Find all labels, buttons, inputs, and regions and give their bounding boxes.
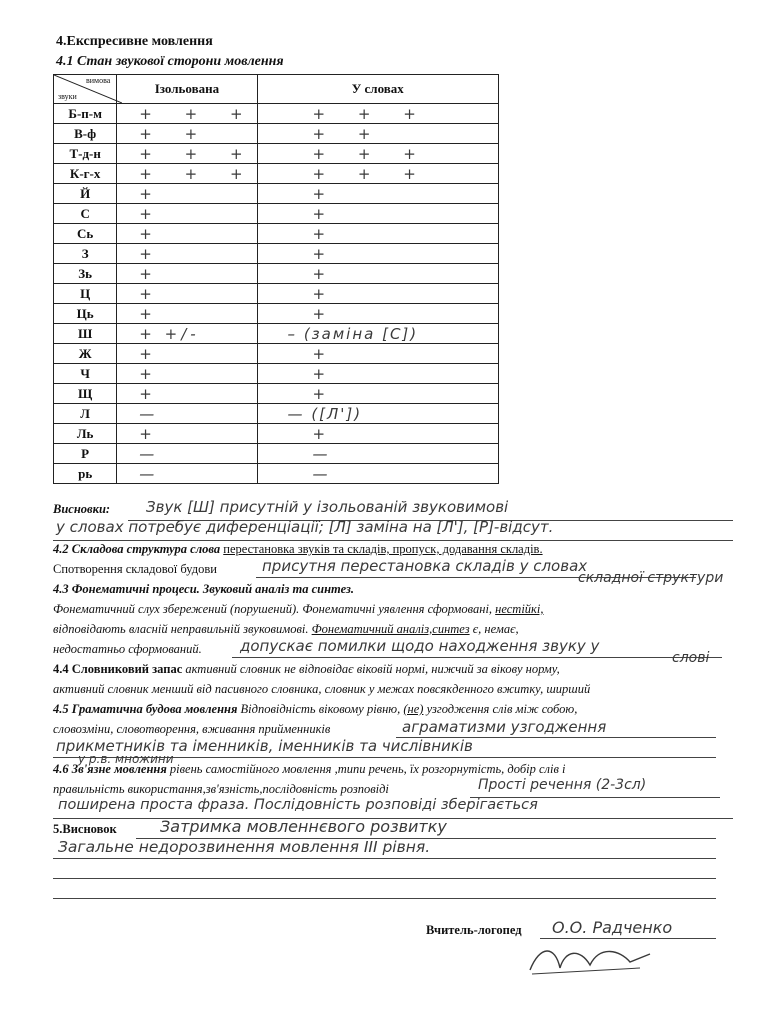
syllable-handwriting: присутня перестановка складів у словах [262,557,588,575]
sound-cell: З [54,244,117,264]
isolated-mark: + [139,204,166,223]
phonemic-line [232,657,722,658]
corner-label-top: вимова [85,76,111,85]
isolated-mark: + [139,224,166,243]
sound-cell: Ч [54,364,117,384]
words-cell [257,464,498,484]
phonemic-text-2: відповідають власній неправильній звуковимові. [53,622,312,636]
corner-label-bottom: звуки [58,92,77,101]
coherent-line-2: правильність використання,зв'язність,послідовність розповіді [53,782,389,796]
isolated-cell [117,324,257,344]
table-row [54,384,499,404]
grammar-title: 4.5 Граматична будова мовлення [53,702,238,716]
words-cell [257,384,498,404]
phonemic-handwriting: допускає помилки щодо находження звуку у [240,637,600,655]
phonemic-analysis: Фонематичний аналіз,синтез [311,622,470,636]
words-cell [257,164,498,184]
syllable-structure-line [53,542,543,557]
syllable-handwriting-2: складної структури [578,570,724,586]
grammar-text-1: Відповідність віковому рівню, [237,702,404,716]
words-cell [257,404,498,424]
isolated-cell [117,164,257,184]
words-mark: — ([Л']) [287,404,363,423]
syllable-distortion-label: Спотворення складової будови [53,562,217,576]
isolated-cell [117,204,257,224]
table-row [54,184,499,204]
isolated-cell [117,384,257,404]
final-conclusion-line-3 [53,878,716,879]
column-header-words: У словах [257,75,498,104]
isolated-mark: + + + [139,144,257,163]
words-cell [257,264,498,284]
isolated-cell [117,144,257,164]
table-header-row [54,75,499,104]
final-conclusion-line-4 [53,898,716,899]
phonemic-unstable: нестійкі, [495,602,544,616]
grammar-handwriting-2: прикметників та іменників, іменників та числівників [56,737,473,755]
isolated-cell [117,104,257,124]
isolated-mark: + [139,304,166,323]
words-mark: + [312,284,340,303]
grammar-text-2: узгодження слів між собою, [423,702,578,716]
isolated-mark: + [139,284,166,303]
table-row [54,264,499,284]
isolated-cell [117,404,257,424]
syllable-structure-title: 4.2 Складова структура слова [53,542,221,556]
sound-cell: Р [54,444,117,464]
table-row [54,144,499,164]
words-cell [257,284,498,304]
words-cell [257,444,498,464]
words-cell [257,364,498,384]
words-mark: + [312,184,340,203]
conclusions-handwriting-1: Звук [Ш] присутній у ізольованій звуковимові [146,498,509,516]
sound-cell: Б-п-м [54,104,117,124]
table-row [54,244,499,264]
words-cell [257,104,498,124]
final-conclusion-title: 5.Висновок [53,822,117,836]
table-row [54,344,499,364]
isolated-cell [117,264,257,284]
conclusions-line-2 [53,540,733,541]
isolated-mark: + + + [139,104,257,123]
words-cell [257,144,498,164]
table-row [54,204,499,224]
words-cell [257,204,498,224]
sound-cell: С [54,204,117,224]
sound-cell: Ць [54,304,117,324]
isolated-mark: — [139,404,169,423]
grammar-line-1 [53,702,577,717]
final-conclusion-handwriting-2: Загальне недорозвинення мовлення ІІІ рівня. [58,838,431,856]
sound-cell: рь [54,464,117,484]
sound-cell: Ц [54,284,117,304]
sound-cell: Сь [54,224,117,244]
words-cell [257,184,498,204]
table-corner-cell [54,75,117,104]
coherent-title: 4.6 Зв'язне мовлення [53,762,167,776]
words-mark: + [312,424,340,443]
table-row [54,464,499,484]
words-cell [257,304,498,324]
table-row [54,124,499,144]
sound-cell: Й [54,184,117,204]
vocabulary-text-1: активний словник не відповідає віковій нормі, нижчий за вікову норму, [182,662,560,676]
words-cell [257,224,498,244]
grammar-not: (не) [403,702,424,716]
isolated-mark: — [139,464,169,483]
isolated-mark: + + [139,124,212,143]
conclusions-handwriting-2: у словах потребує диференціації; [Л] заміна на [Л'], [Р]-відсут. [56,518,554,536]
vocabulary-title: 4.4 Словниковий запас [53,662,183,676]
sound-table [53,74,499,484]
final-conclusion-handwriting-1: Затримка мовленнєвого розвитку [160,817,447,836]
sound-cell: В-ф [54,124,117,144]
subsection-title: 4.1 Стан звукової сторони мовлення [56,54,284,69]
coherent-text-1: рівень самостійного мовлення ,типи речень, їх розгорнутість, добір слів і [166,762,566,776]
coherent-line-1 [53,762,565,777]
sound-cell: Щ [54,384,117,404]
isolated-cell [117,124,257,144]
words-mark: + [312,264,340,283]
table-row [54,424,499,444]
grammar-line-2: словозміни, словотворення, вживання прийменників [53,722,331,736]
words-mark: + [312,204,340,223]
isolated-mark: + [139,364,166,383]
conclusions-label: Висновки: [53,502,111,516]
coherent-handwriting-1: Прості речення (2-3сл) [478,777,647,793]
phonemic-text-3: є, немає, [469,622,519,636]
table-row [54,164,499,184]
phonemic-line-3: недостатньо сформований. [53,642,202,656]
isolated-mark: + + + [139,164,257,183]
isolated-cell [117,464,257,484]
sound-cell: Ж [54,344,117,364]
isolated-cell [117,444,257,464]
sound-cell: Ш [54,324,117,344]
sound-cell: К-г-х [54,164,117,184]
words-cell [257,424,498,444]
words-mark: + + + [312,144,430,163]
table-row [54,324,499,344]
sound-cell: Ль [54,424,117,444]
words-mark: + [312,304,340,323]
phonemic-handwriting-2: слові [672,650,710,666]
words-mark: + [312,384,340,403]
final-conclusion-line-2 [53,858,716,859]
isolated-mark: — [139,444,169,463]
sound-cell: Т-д-н [54,144,117,164]
words-mark: + [312,344,340,363]
words-cell [257,124,498,144]
isolated-cell [117,184,257,204]
table-row [54,364,499,384]
words-cell [257,344,498,364]
phonemic-title: 4.3 Фонематичні процеси. Звуковий аналіз та синтез. [53,582,354,596]
table-row [54,304,499,324]
grammar-handwriting-1: аграматизми узгодження [402,718,607,736]
words-mark: – (заміна [С]) [287,324,419,343]
phonemic-text-1: Фонематичний слух збережений (порушений). Фонематичні уявлення сформовані, [53,602,496,616]
words-mark: + [312,244,340,263]
column-header-isolated: Ізольована [117,75,257,104]
words-mark: + [312,224,340,243]
isolated-mark: + [139,184,166,203]
sound-cell: Зь [54,264,117,284]
syllable-structure-options: перестановка звуків та складів, пропуск, додавання складів. [223,542,543,556]
isolated-cell [117,364,257,384]
phonemic-line-1 [53,602,544,617]
words-mark: + [312,364,340,383]
isolated-mark: + +/- [139,324,200,343]
isolated-mark: + [139,424,166,443]
isolated-mark: + [139,244,166,263]
table-row [54,404,499,424]
grammar-handwriting-3: у р.в. множини [78,752,174,766]
vocabulary-line-1 [53,662,560,677]
isolated-cell [117,424,257,444]
vocabulary-line-2: активний словник менший від пасивного словника, словник у межах повсякденного вжитку, ширший [53,682,591,696]
phonemic-line-2 [53,622,519,637]
isolated-cell [117,224,257,244]
words-mark: + + + [312,104,430,123]
isolated-mark: + [139,384,166,403]
isolated-cell [117,244,257,264]
signature-scribble [520,940,660,980]
sound-cell: Л [54,404,117,424]
words-cell [257,324,498,344]
isolated-mark: + [139,264,166,283]
teacher-name-handwriting: О.О. Радченко [552,918,673,937]
coherent-handwriting-2: поширена проста фраза. Послідовність розповіді зберігається [58,797,538,813]
table-row [54,224,499,244]
words-mark: + + [312,124,385,143]
words-mark: — [312,444,342,463]
isolated-mark: + [139,344,166,363]
table-row [54,444,499,464]
isolated-cell [117,304,257,324]
section-title: 4.Експресивне мовлення [56,34,213,49]
words-cell [257,244,498,264]
isolated-cell [117,284,257,304]
table-row [54,284,499,304]
isolated-cell [117,344,257,364]
table-body [54,104,499,484]
words-mark: + + + [312,164,430,183]
signature-line [540,938,716,939]
teacher-label: Вчитель-логопед [426,923,522,937]
words-mark: — [312,464,342,483]
table-row [54,104,499,124]
